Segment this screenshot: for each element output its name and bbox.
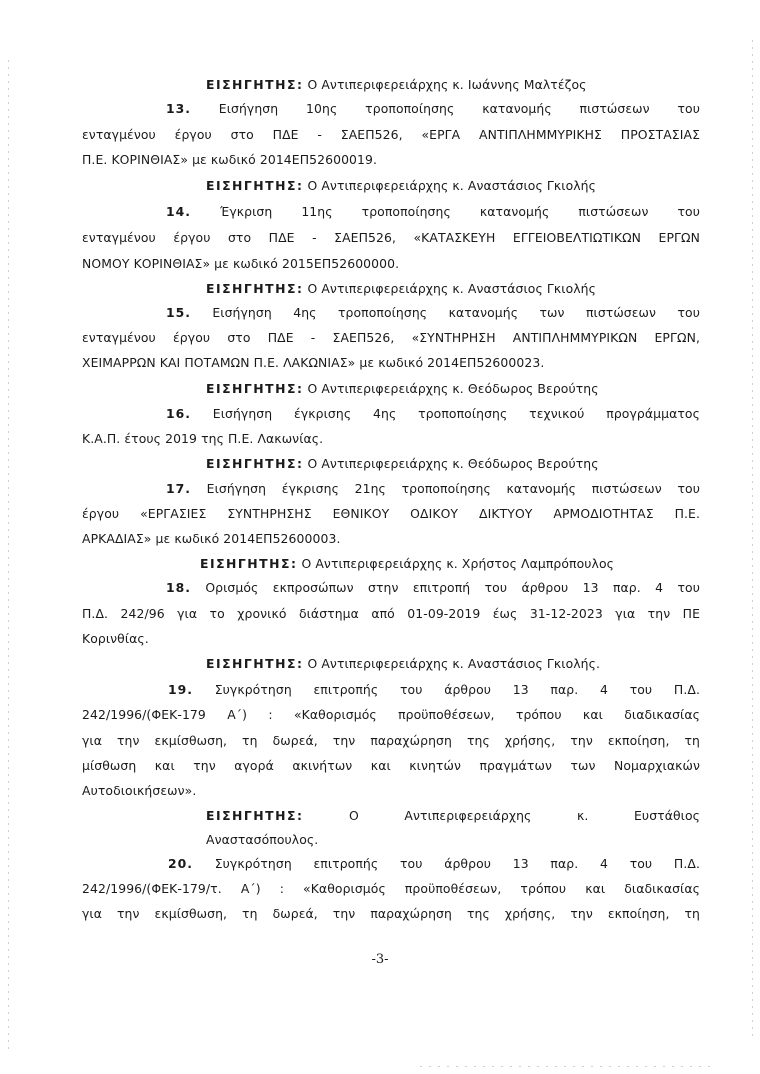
- item-18-line-2: Π.Δ. 242/96 για το χρονικό διάστημα από 01-09-2019 έως 31-12-2023 για την ΠΕ: [82, 606, 700, 621]
- speaker-name: Ο Αντιπεριφερειάρχης κ. Αναστάσιος Γκιολής: [307, 281, 597, 296]
- item-16-first-line: [82, 406, 700, 422]
- item-text: Συγκρότηση επιτροπής του άρθρου 13 παρ. 4 του Π.Δ.: [214, 682, 700, 697]
- item-15-line-2: ενταγμένου έργου στο ΠΔΕ - ΣΑΕΠ526, «ΣΥΝΤΗΡΗΣΗ ΑΝΤΙΠΛΗΜΜΥΡΙΚΩΝ ΕΡΓΩΝ,: [82, 330, 700, 345]
- speaker-name: Ο Αντιπεριφερειάρχης κ. Θεόδωρος Βερούτης: [307, 456, 599, 471]
- item-number: 20.: [168, 856, 193, 871]
- speaker-name-continued: Αναστασόπουλος.: [206, 832, 319, 847]
- item-number: 13.: [166, 101, 191, 116]
- item-14-line-2: ενταγμένου έργου στο ΠΔΕ - ΣΑΕΠ526, «ΚΑΤΑΣΚΕΥΗ ΕΓΓΕΙΟΒΕΛΤΙΩΤΙΚΩΝ ΕΡΓΩΝ: [82, 230, 700, 245]
- item-20-line-3: για την εκμίσθωση, τη δωρεά, την παραχώρηση της χρήσης, την εκποίηση, τη: [82, 906, 700, 921]
- speaker-label: ΕΙΣΗΓΗΤΗΣ:: [206, 77, 304, 92]
- item-number: 15.: [166, 305, 191, 320]
- speaker-line: [82, 656, 700, 672]
- speaker-name: Ο Αντιπεριφερειάρχης κ. Χρήστος Λαμπρόπουλος: [301, 556, 615, 571]
- page-number: -3-: [371, 952, 389, 967]
- item-19-line-3: για την εκμίσθωση, τη δωρεά, την παραχώρηση της χρήσης, την εκποίηση, τη: [82, 733, 700, 748]
- item-15-line-3: ΧΕΙΜΑΡΡΩΝ ΚΑΙ ΠΟΤΑΜΩΝ Π.Ε. ΛΑΚΩΝΙΑΣ» με κωδικό 2014ΕΠ52600023.: [82, 355, 545, 370]
- item-17-line-3: ΑΡΚΑΔΙΑΣ» με κωδικό 2014ΕΠ52600003.: [82, 531, 341, 546]
- speaker-line: [82, 178, 700, 194]
- item-number: 18.: [166, 580, 191, 595]
- item-number: 16.: [166, 406, 191, 421]
- item-16-line-2: Κ.Α.Π. έτους 2019 της Π.Ε. Λακωνίας.: [82, 431, 324, 446]
- item-13-first-line: [82, 101, 700, 117]
- item-19-line-4: μίσθωση και την αγορά ακινήτων και κινητών πραγμάτων των Νομαρχιακών: [82, 758, 700, 773]
- speaker-name: Ο Αντιπεριφερειάρχης κ. Ιωάννης Μαλτέζος: [307, 77, 587, 92]
- item-15-first-line: [82, 305, 700, 321]
- item-text: Εισήγηση 10ης τροποποίησης κατανομής πιστώσεων του: [218, 101, 700, 116]
- item-13-line-2: ενταγμένου έργου στο ΠΔΕ - ΣΑΕΠ526, «ΕΡΓΑ ΑΝΤΙΠΛΗΜΜΥΡΙΚΗΣ ΠΡΟΣΤΑΣΙΑΣ: [82, 127, 700, 142]
- speaker-label: ΕΙΣΗΓΗΤΗΣ:: [206, 456, 304, 471]
- item-text: Ορισμός εκπροσώπων στην επιτροπή του άρθρου 13 παρ. 4 του: [205, 580, 700, 595]
- item-text: Εισήγηση 4ης τροποποίησης κατανομής των πιστώσεων του: [212, 305, 700, 320]
- item-number: 19.: [168, 682, 193, 697]
- item-text: Έγκριση 11ης τροποποίησης κατανομής πιστώσεων του: [219, 204, 700, 219]
- speaker-line: [206, 808, 700, 824]
- speaker-line: [82, 456, 700, 472]
- item-text: Εισήγηση έγκρισης 4ης τροποποίησης τεχνικού προγράμματος: [212, 406, 700, 421]
- item-18-line-3: Κορινθίας.: [82, 631, 149, 646]
- speaker-name: Ο Αντιπεριφερειάρχης κ. Θεόδωρος Βερούτης: [307, 381, 599, 396]
- item-19-line-5: Αυτοδιοικήσεων».: [82, 783, 197, 798]
- speaker-name: Ο Αντιπεριφερειάρχης κ. Ευστάθιος: [349, 808, 701, 823]
- item-17-line-2: έργου «ΕΡΓΑΣΙΕΣ ΣΥΝΤΗΡΗΣΗΣ ΕΘΝΙΚΟΥ ΟΔΙΚΟΥ ΔΙΚΤΥΟΥ ΑΡΜΟΔΙΟΤΗΤΑΣ Π.Ε.: [82, 506, 700, 521]
- speaker-line: [82, 556, 700, 572]
- item-19-line-2: 242/1996/(ΦΕΚ-179 Α΄) : «Καθορισμός προϋποθέσεων, τρόπου και διαδικασίας: [82, 707, 700, 722]
- bottom-scan-edge: [420, 1066, 710, 1067]
- item-18-first-line: [82, 580, 700, 596]
- speaker-label: ΕΙΣΗΓΗΤΗΣ:: [200, 556, 298, 571]
- item-number: 14.: [166, 204, 191, 219]
- speaker-label: ΕΙΣΗΓΗΤΗΣ:: [206, 808, 304, 823]
- item-14-first-line: [82, 204, 700, 220]
- speaker-line: [82, 281, 700, 297]
- speaker-label: ΕΙΣΗΓΗΤΗΣ:: [206, 656, 304, 671]
- item-number: 17.: [166, 481, 191, 496]
- right-scan-edge: [752, 40, 753, 1040]
- item-20-line-2: 242/1996/(ΦΕΚ-179/τ. Α΄) : «Καθορισμός προϋποθέσεων, τρόπου και διαδικασίας: [82, 881, 700, 896]
- speaker-line: [82, 77, 700, 93]
- item-19-first-line: [82, 682, 700, 698]
- speaker-name: Ο Αντιπεριφερειάρχης κ. Αναστάσιος Γκιολής: [307, 178, 597, 193]
- item-13-line-3: Π.Ε. ΚΟΡΙΝΘΙΑΣ» με κωδικό 2014ΕΠ52600019.: [82, 152, 378, 167]
- item-text: Συγκρότηση επιτροπής του άρθρου 13 παρ. 4 του Π.Δ.: [214, 856, 700, 871]
- left-scan-edge: [8, 60, 9, 1050]
- item-14-line-3: ΝΟΜΟΥ ΚΟΡΙΝΘΙΑΣ» με κωδικό 2015ΕΠ52600000.: [82, 256, 400, 271]
- speaker-label: ΕΙΣΗΓΗΤΗΣ:: [206, 178, 304, 193]
- item-20-first-line: [82, 856, 700, 872]
- speaker-label: ΕΙΣΗΓΗΤΗΣ:: [206, 281, 304, 296]
- speaker-name: Ο Αντιπεριφερειάρχης κ. Αναστάσιος Γκιολής.: [307, 656, 601, 671]
- speaker-line: [82, 381, 700, 397]
- item-text: Εισήγηση έγκρισης 21ης τροποποίησης κατανομής πιστώσεων του: [206, 481, 700, 496]
- item-17-first-line: [82, 481, 700, 497]
- speaker-label: ΕΙΣΗΓΗΤΗΣ:: [206, 381, 304, 396]
